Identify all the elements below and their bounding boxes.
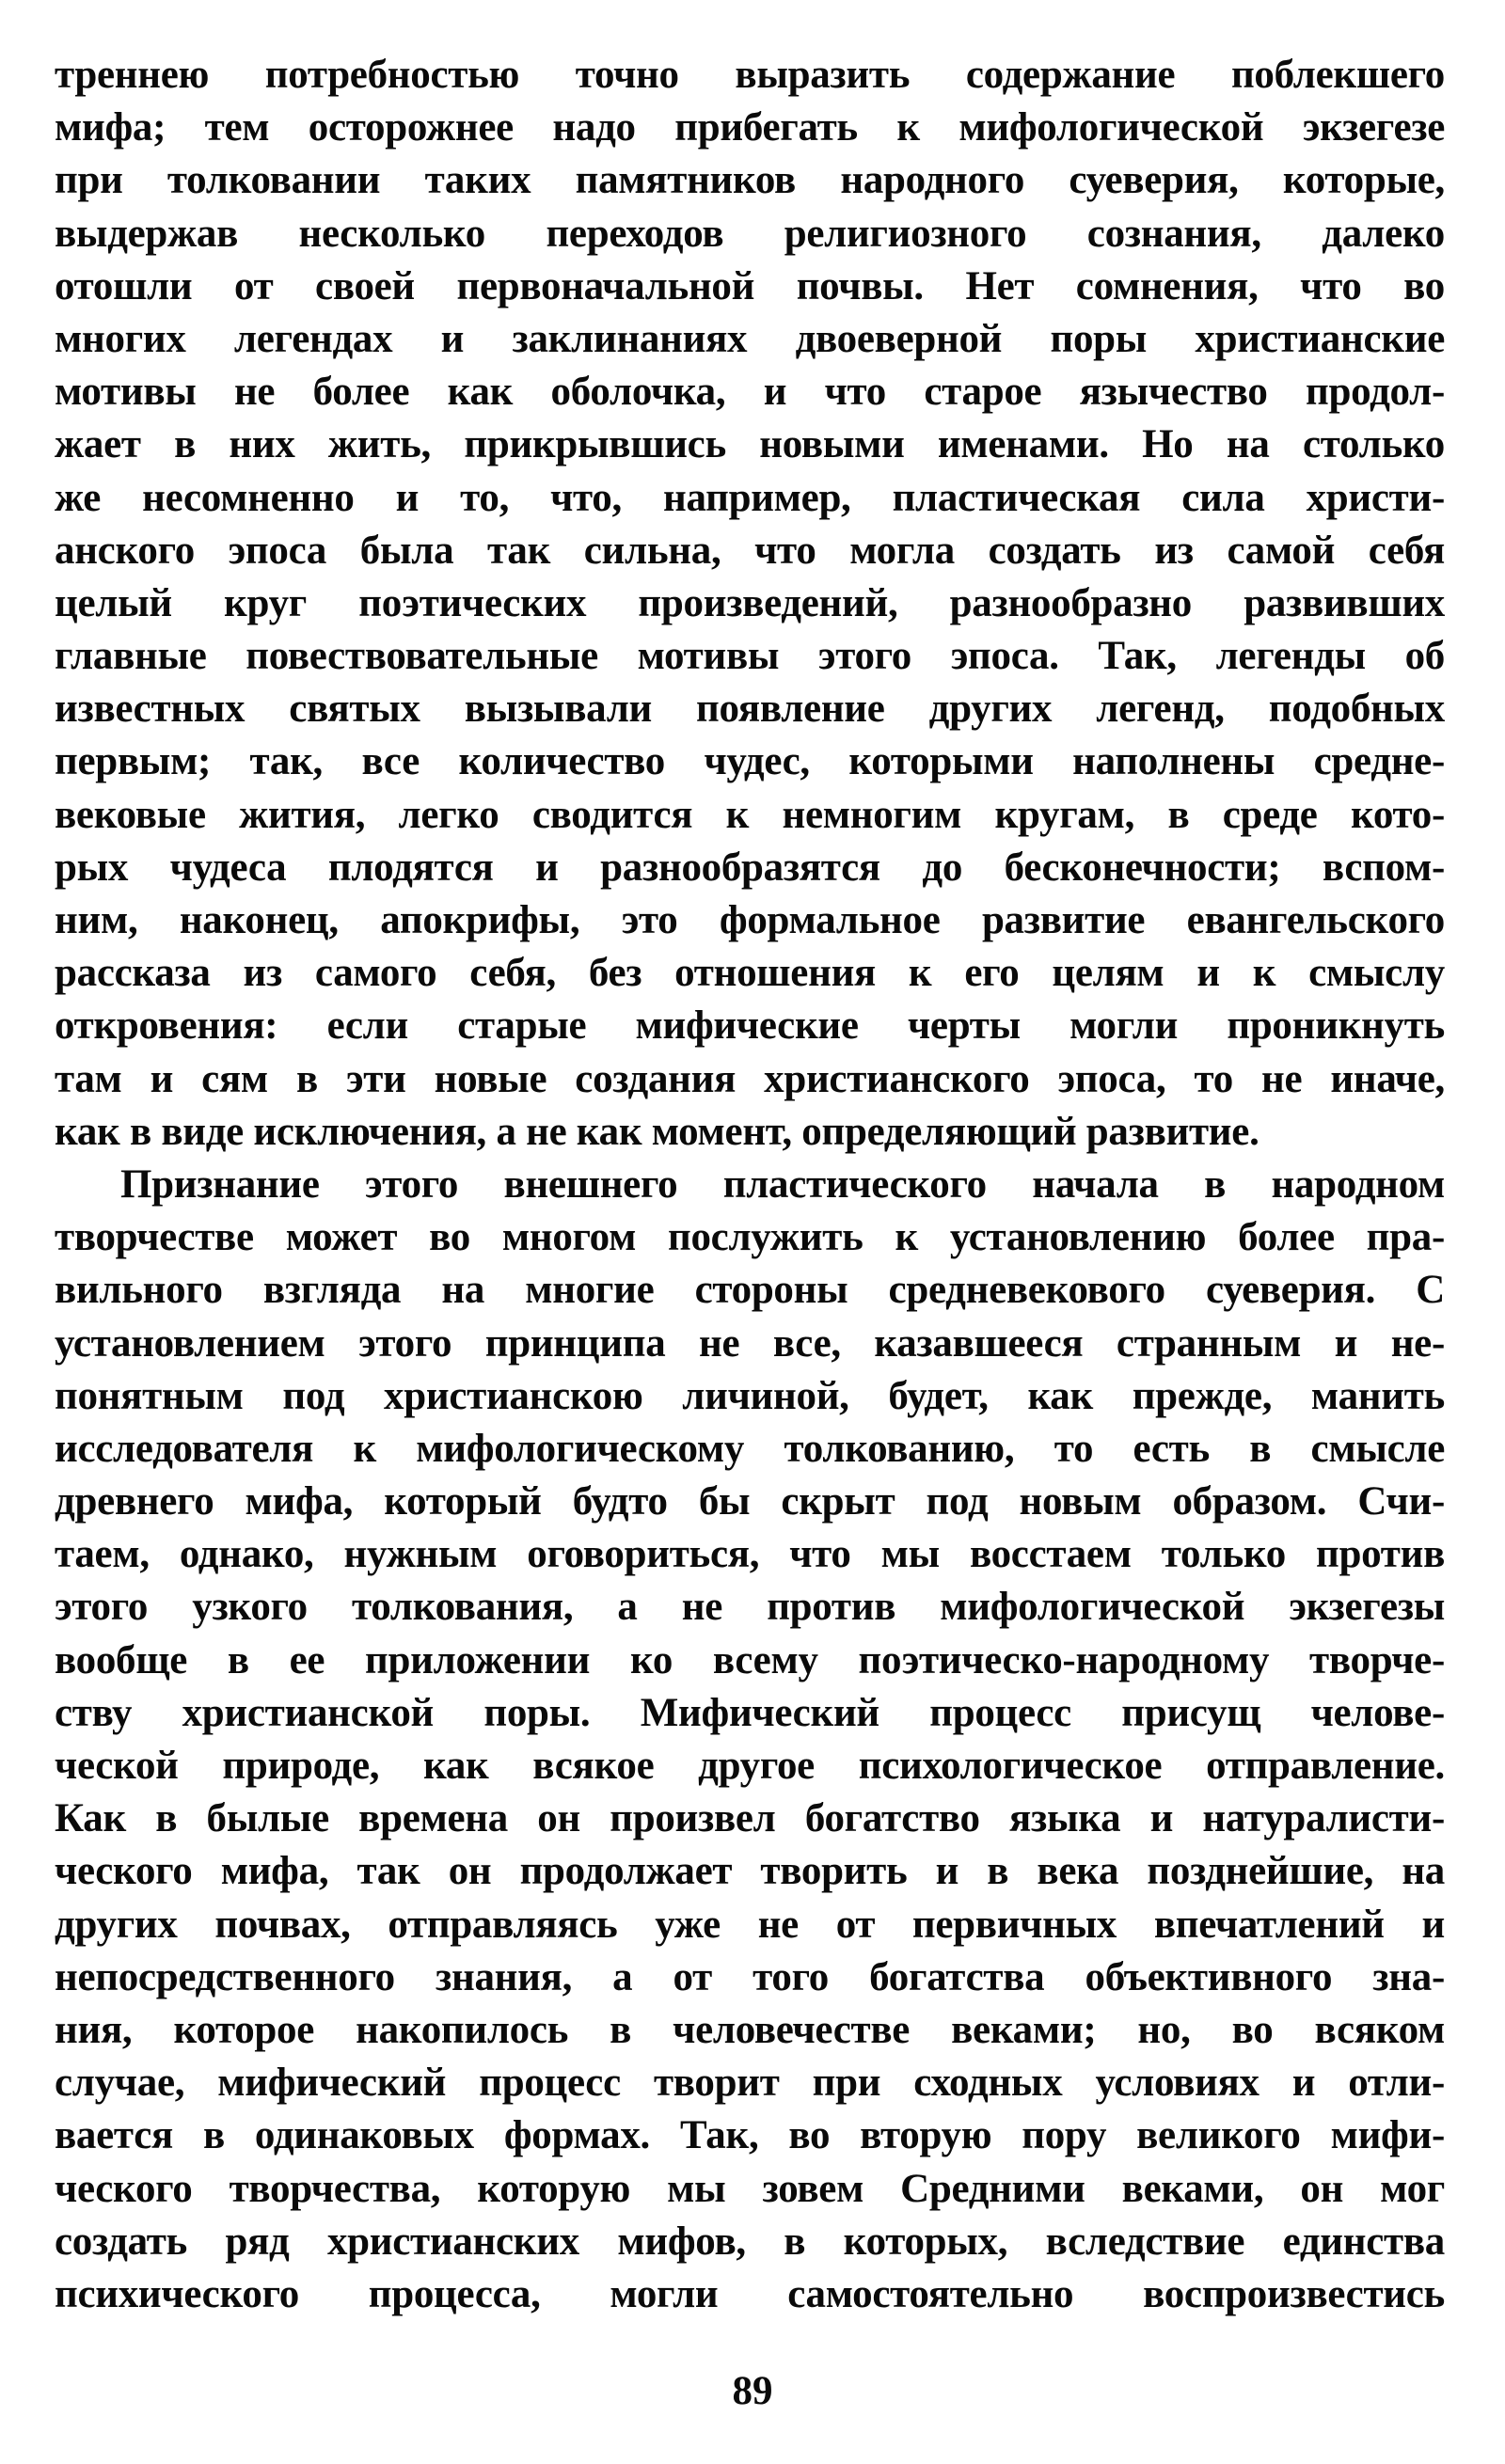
text-line: создать ряд христианских мифов, в которых, вследствие единства (55, 2219, 1445, 2264)
text-line: случае, мифический процесс творит при сходных условиях и отли- (55, 2061, 1445, 2106)
text-line: первым; так, все количество чудес, которыми наполнены средне- (55, 739, 1445, 784)
text-line: древнего мифа, который будто бы скрыт под новым образом. Счи- (55, 1479, 1445, 1524)
text-line: известных святых вызывали появление других легенд, подобных (55, 687, 1445, 732)
text-line: рых чудеса плодятся и разнообразятся до бесконечности; вспом- (55, 845, 1445, 890)
text-line: треннею потребностью точно выразить содержание поблекшего (55, 53, 1445, 97)
text-line: мотивы не более как оболочка, и что старое язычество продол- (55, 370, 1445, 415)
text-line: психического процесса, могли самостоятельно воспроизвестись (55, 2271, 1445, 2316)
text-line: как в виде исключения, а не как момент, определяющий развитие. (55, 1109, 1259, 1154)
text-line: целый круг поэтических произведений, разнообразно развивших (55, 580, 1445, 625)
paragraph (55, 49, 1445, 1159)
text-line: ческого мифа, так он продолжает творить и в века позднейшие, на (55, 1849, 1445, 1894)
text-line: ческой природе, как всякое другое психологическое отправление. (55, 1744, 1445, 1788)
text-line: других почвах, отправляясь уже не от первичных впечатлений и (55, 1902, 1445, 1947)
page-number: 89 (732, 2369, 773, 2413)
text-line: многих легендах и заклинаниях двоеверной поры христианские (55, 316, 1445, 361)
text-line: выдержав несколько переходов религиозного сознания, далеко (55, 211, 1445, 256)
text-line: ним, наконец, апокрифы, это формальное развитие евангельского (55, 898, 1445, 942)
text-line: мифа; тем осторожнее надо прибегать к мифологической экзегезе (55, 105, 1445, 150)
text-line: главные повествовательные мотивы этого эпоса. Так, легенды об (55, 634, 1445, 679)
paragraph (55, 1159, 1445, 2321)
text-line: там и сям в эти новые создания христианского эпоса, то не иначе, (55, 1056, 1445, 1101)
text-line: Признание этого внешнего пластического начала в народном (120, 1161, 1445, 1207)
text-line: вается в одинаковых формах. Так, во вторую пору великого мифи- (55, 2113, 1445, 2158)
text-line: установлением этого принципа не все, казавшееся странным и не- (55, 1320, 1445, 1366)
text-line: этого узкого толкования, а не против мифологической экзегезы (55, 1585, 1445, 1630)
text-line: непосредственного знания, а от того богатства объективного зна- (55, 1954, 1445, 1999)
text-line: вильного взгляда на многие стороны средневекового суеверия. С (55, 1268, 1445, 1313)
text-line: откровения: если старые мифические черты могли проникнуть (55, 1003, 1445, 1049)
text-line: творчестве может во многом послужить к установлению более пра- (55, 1215, 1445, 1260)
text-line: же несомненно и то, что, например, пластическая сила христи- (55, 475, 1445, 520)
text-line: вообще в ее приложении ко всему поэтическо-народному творче- (55, 1637, 1445, 1682)
text-line: при толковании таких памятников народного суеверия, которые, (55, 158, 1445, 203)
text-line: анского эпоса была так сильна, что могла создать из самой себя (55, 528, 1445, 573)
text-line: таем, однако, нужным оговориться, что мы восстаем только против (55, 1532, 1445, 1577)
text-line: ния, которое накопилось в человечестве веками; но, во всяком (55, 2007, 1445, 2052)
text-line: исследователя к мифологическому толкованию, то есть в смысле (55, 1426, 1445, 1471)
text-line: отошли от своей первоначальной почвы. Нет сомнения, что во (55, 263, 1445, 308)
text-line: жает в них жить, прикрывшись новыми именами. Но на столько (55, 422, 1445, 467)
text-line: ству христианской поры. Мифический процесс присущ челове- (55, 1690, 1445, 1735)
text-line: понятным под христианскою личиной, будет, как прежде, манить (55, 1373, 1445, 1418)
page-body (55, 49, 1445, 2321)
text-line: ческого творчества, которую мы зовем Средними веками, он мог (55, 2166, 1445, 2211)
text-line: вековые жития, легко сводится к немногим кругам, в среде кото- (55, 792, 1445, 837)
text-line: Как в былые времена он произвел богатство языка и натуралисти- (55, 1796, 1445, 1841)
text-line: рассказа из самого себя, без отношения к его целям и к смыслу (55, 951, 1445, 996)
